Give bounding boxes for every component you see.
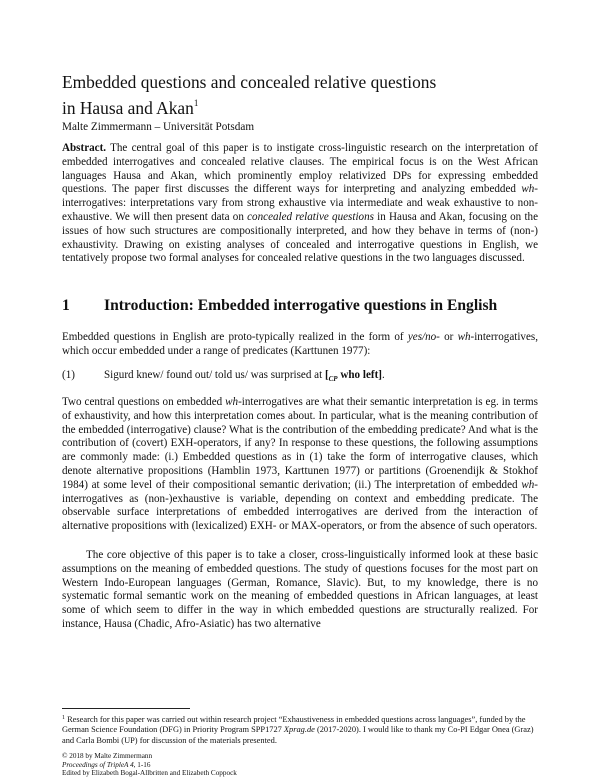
para2-text-2: -interrogatives are what their semantic interpretation is eg. in terms of exhaustivity, and how this interpretation comes about. In particular, what is the meaning contribution of the embedded (interrogative) clause? What is the contribution of the embedding predicate? And what is the contribution of (covert) EXH-operators, if any? In response to these questions, the following assumptions are commonly made: (i.) Embedded questions as in (1) take the form of interrogative clauses, which denote alternative propositions (Hamblin 1973, Karttunen 1977) or partitions (Groenendijk & Stokhof 1984) at some level of their compositional semantic derivation; (ii.) The interpretation of embedded [62,396,538,491]
author-line: Malte Zimmermann – Universität Potsdam [62,121,255,133]
para1-text-2: or [439,331,458,343]
example-bold-text: who left] [337,369,382,381]
para1-wh: wh [457,331,471,343]
abstract-text-2: -interrogatives: interpretations vary from strong exhaustive via intermediate and weak exhaustive to non-exhaustive. We will then present data on [62,183,538,223]
para2-text-3: -interrogatives as (non-)exhaustive is variable, depending on context and embedding predicate. The observable surface interpretations of embedded interrogatives are derived from the interaction of alternative propositions with (lexicalized) EXH- or MAX-operators, or from the absence of such operators. [62,478,538,533]
example-1 [62,369,385,383]
example-text: Sigurd knew/ found out/ told us/ was surprised at [104,369,325,381]
example-cp-subscript: CP [328,375,338,384]
footnote-text-1: Research for this paper was carried out within research project “Exhaustiveness in embedded questions across languages”, funded by the German Science Foundation (DFG) in Priority Program SPP1727 [62,715,526,735]
abstract-label: Abstract. [62,142,107,154]
para2-wh-2: wh [521,478,535,491]
paragraph-2 [62,396,538,534]
abstract-concealed-relative-questions: concealed relative questions [247,210,374,223]
page-range: , 1-16 [133,760,151,769]
example-number: (1) [62,369,75,381]
abstract-wh: wh [521,183,535,196]
para1-yesno: yes/no- [407,331,440,343]
footnote-xprag-link[interactable]: Xprag.de [283,725,315,735]
para1-text-3: -interrogatives, which occur embedded under a range of predicates (Karttunen 1977): [62,331,538,357]
para1-text-1: Embedded questions in English are proto-typically realized in the form of [62,331,408,343]
title-line-2: in Hausa and Akan [62,98,194,118]
example-bracket: [ [324,369,329,381]
para2-wh-1: wh [225,396,239,408]
section-heading [62,297,538,315]
footnote-marker: 1 [62,715,65,721]
copyright-line: © 2018 by Malte Zimmermann [62,752,153,760]
footnote-rule [62,708,190,709]
example-end: . [381,369,385,381]
title-footnote-marker[interactable]: 1 [193,98,199,108]
paper-title [62,72,542,119]
abstract [62,142,538,266]
colophon [62,752,538,778]
proceedings-title: Proceedings of TripleA 4 [62,760,134,769]
abstract-text-1: The central goal of this paper is to instigate cross-linguistic research on the interpretation of embedded interrogatives and concealed relative clauses. The empirical focus is on the West African languages Hausa and Akan, which prominently employ relativized DPs for expressing embedded questions. The paper first discusses the different ways for interpreting and analyzing embedded [62,142,538,196]
paragraph-3: The core objective of this paper is to take a closer, cross-linguistically informed look at these basic assumptions on the meaning of embedded questions. The study of questions focuses for the most part on Western Indo-European languages (German, Romance, Slavic). But, to my knowledge, there is no systematic formal semantic work on the meaning of embedded questions in African languages, at least some of which seem to differ in the way in which embedded questions are structurally realized. For instance, Hausa (Chadic, Afro-Asiatic) has two alternative [62,549,538,630]
footnote-1 [62,713,538,746]
editors-line: Edited by Elizabeth Bogal-Allbritten and Elizabeth Coppock [62,769,237,778]
para2-text-1: Two central questions on embedded [62,396,226,408]
title-line-1: Embedded questions and concealed relative questions [62,72,437,92]
section-number: 1 [62,297,70,314]
abstract-text-3: in Hausa and Akan, focusing on the issues of how such structures are compositionally interpreted, and how they behave in terms of (non-) exhaustivity. Drawing on existing analyses of concealed and interrogative questions in English, we tentatively propose two formal analyses for concealed relative questions in the two languages discussed. [62,210,538,265]
footnote-text-2: (2017-2020). I would like to thank my Co-PI Edgar Onea (Graz) and Carla Bombi (UP) for discussion of the materials presented. [62,725,534,745]
paragraph-1 [62,331,538,359]
section-title: Introduction: Embedded interrogative questions in English [104,297,498,314]
